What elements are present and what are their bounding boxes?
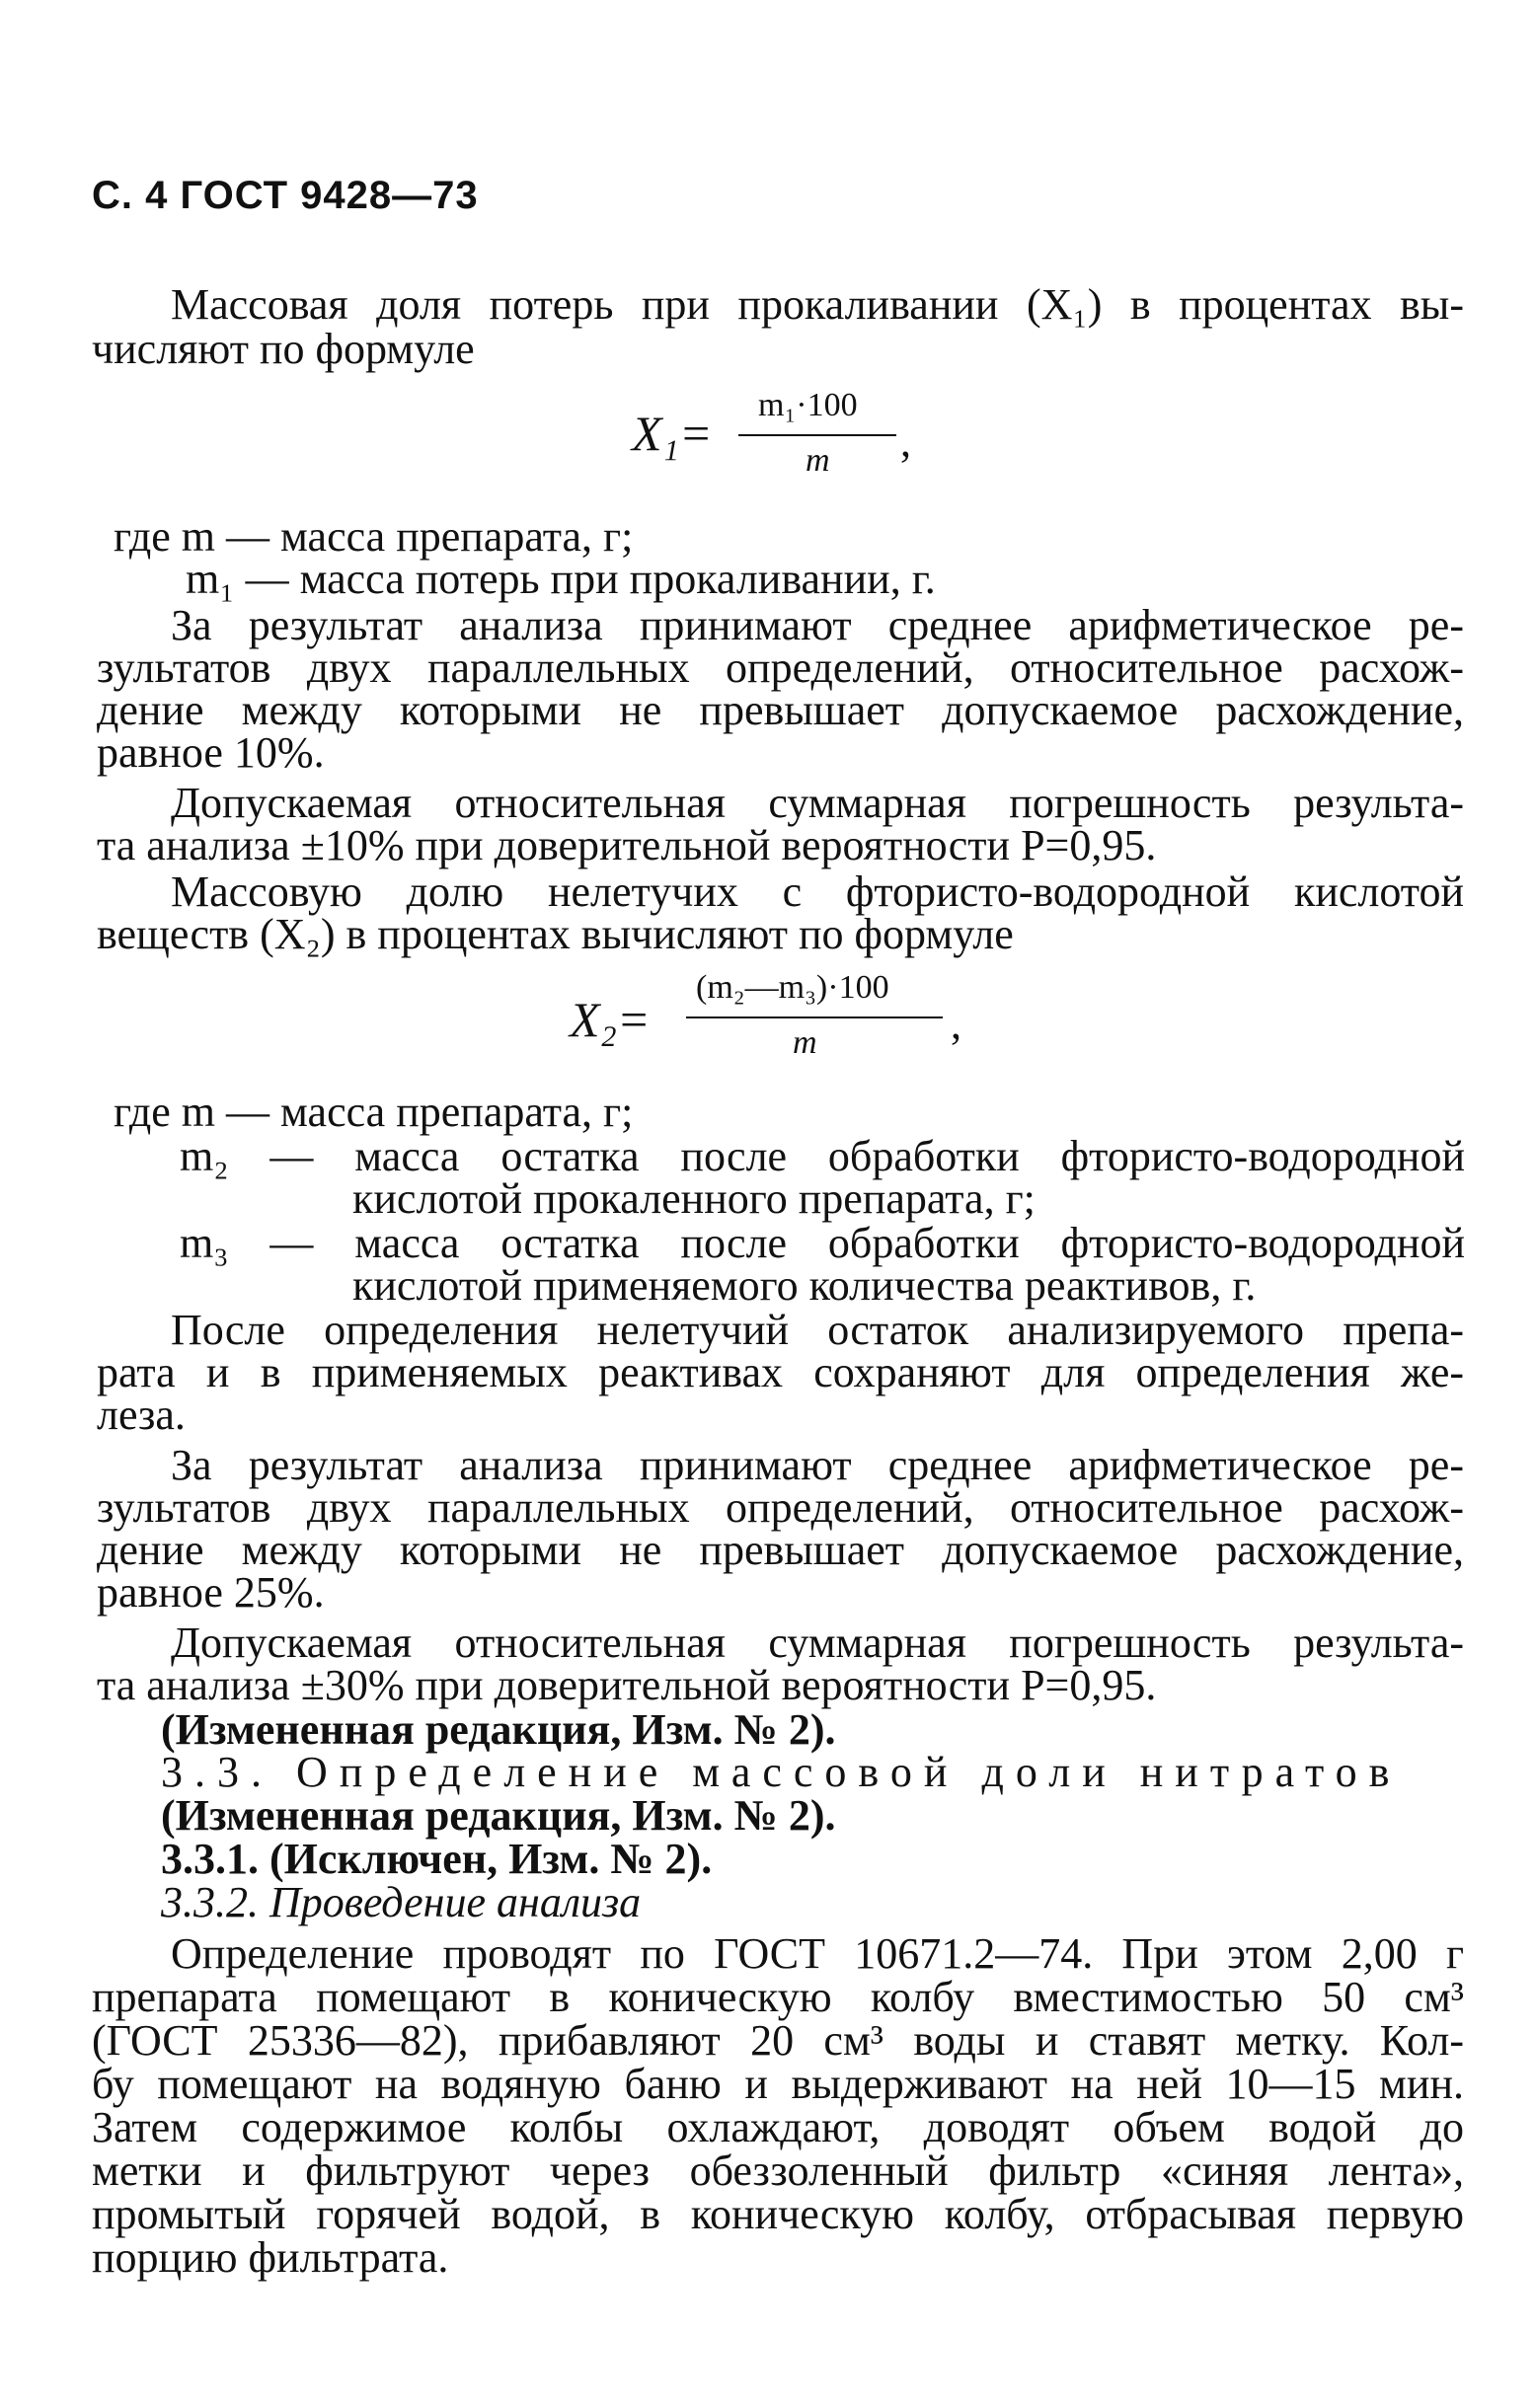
amendment-note: (Измененная редакция, Изм. № 2). <box>161 1705 836 1754</box>
where-line: m₁ — масса потерь при прокаливании, г. <box>186 555 936 603</box>
paragraph-line: промытый горячей водой, в коническую колбу, отбрасывая первую <box>92 2190 1464 2238</box>
page-header: С. 4 ГОСТ 9428—73 <box>92 174 479 217</box>
paragraph-line: Массовая доля потерь при прокаливании (X₁) в процентах вы- <box>171 280 1464 329</box>
paragraph-line: леза. <box>97 1391 186 1439</box>
section-heading-3-3: 3.3. Определение массовой доли нитратов <box>161 1748 1402 1796</box>
amendment-note: (Измененная редакция, Изм. № 2). <box>161 1791 836 1840</box>
fraction-bar <box>686 1016 943 1018</box>
section-3-3-1: 3.3.1. (Исключен, Изм. № 2). <box>161 1835 713 1883</box>
paragraph-line: препарата помещают в коническую колбу вместимостью 50 см³ <box>92 1973 1464 2021</box>
paragraph-line: дение между которыми не превышает допускаемое расхождение, <box>97 1526 1464 1574</box>
paragraph-line: порцию фильтрата. <box>92 2233 449 2282</box>
formula-comma: , <box>951 1000 961 1048</box>
where-line: кислотой прокаленного препарата, г; <box>352 1174 1036 1223</box>
where-line: m₃ — масса остатка после обработки фтористо-водородной <box>180 1219 1465 1267</box>
paragraph-line: рата и в применяемых реактивах сохраняют для определения же- <box>97 1348 1464 1396</box>
paragraph-line: За результат анализа принимают среднее арифметическое ре- <box>171 601 1464 649</box>
where-line: кислотой применяемого количества реактивов, г. <box>352 1261 1257 1310</box>
paragraph-line: Определение проводят по ГОСТ 10671.2—74. При этом 2,00 г <box>171 1929 1464 1978</box>
formula-comma: , <box>900 417 911 466</box>
formula-denominator: m <box>806 442 830 479</box>
paragraph-line: После определения нелетучий остаток анализируемого препа- <box>171 1306 1464 1354</box>
formula-denominator: m <box>793 1024 817 1061</box>
formula-numerator: (m₂—m₃)·100 <box>696 969 889 1006</box>
paragraph-line: числяют по формуле <box>92 325 475 373</box>
paragraph-line: (ГОСТ 25336—82), прибавляют 20 см³ воды и ставят метку. Кол- <box>92 2016 1464 2065</box>
paragraph-line: бу помещают на водяную баню и выдерживают на ней 10—15 мин. <box>92 2060 1464 2108</box>
paragraph-line: Допускаемая относительная суммарная погрешность результа- <box>171 779 1464 827</box>
paragraph-line: зультатов двух параллельных определений, относительное расхож- <box>97 1483 1464 1532</box>
where-line: где m — масса препарата, г; <box>114 1088 634 1136</box>
fraction-bar <box>738 434 896 436</box>
paragraph-line: та анализа ±10% при доверительной вероятности P=0,95. <box>97 821 1157 869</box>
paragraph-line: Массовую долю нелетучих с фтористо-водородной кислотой <box>171 867 1464 916</box>
section-3-3-2: 3.3.2. Проведение анализа <box>161 1878 642 1926</box>
paragraph-line: За результат анализа принимают среднее арифметическое ре- <box>171 1441 1464 1489</box>
paragraph-line: зультатов двух параллельных определений, относительное расхож- <box>97 643 1464 692</box>
where-line: m₂ — масса остатка после обработки фтористо-водородной <box>180 1132 1465 1180</box>
paragraph-line: равное 10%. <box>97 728 325 777</box>
paragraph-line: веществ (X₂) в процентах вычисляют по формуле <box>97 910 1014 958</box>
formula-lhs: X₂= <box>570 992 651 1047</box>
paragraph-line: метки и фильтруют через обеззоленный фильтр «синяя лента», <box>92 2146 1464 2195</box>
where-line: где m — масса препарата, г; <box>114 512 634 561</box>
formula-lhs: X₁= <box>632 406 713 461</box>
formula-numerator: m₁·100 <box>758 387 858 423</box>
paragraph-line: Затем содержимое колбы охлаждают, доводят объем водой до <box>92 2103 1464 2151</box>
paragraph-line: Допускаемая относительная суммарная погрешность результа- <box>171 1618 1464 1667</box>
paragraph-line: дение между которыми не превышает допускаемое расхождение, <box>97 686 1464 734</box>
paragraph-line: равное 25%. <box>97 1568 325 1617</box>
paragraph-line: та анализа ±30% при доверительной вероятности P=0,95. <box>97 1661 1157 1709</box>
